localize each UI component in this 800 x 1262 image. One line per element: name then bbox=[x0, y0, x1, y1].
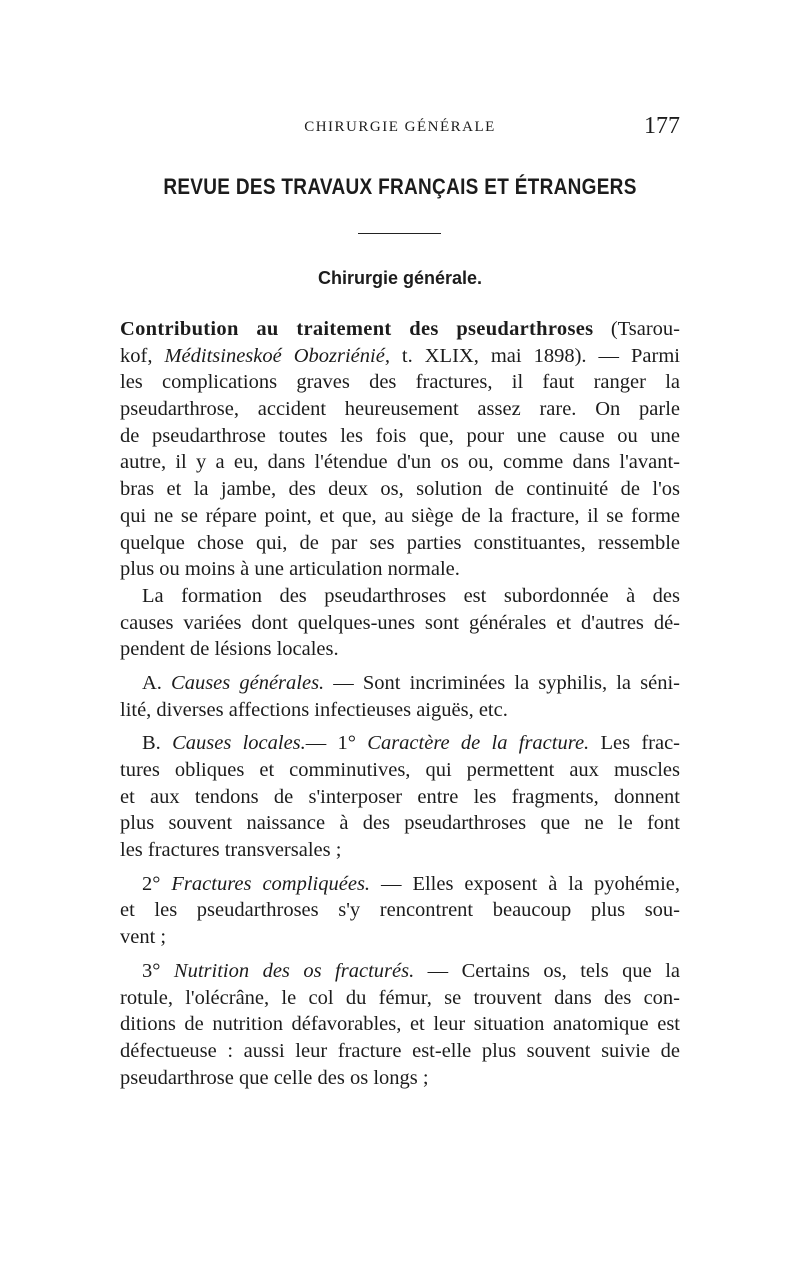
running-head bbox=[120, 113, 680, 143]
journal-name: Méditsineskoé Obozriénié, bbox=[164, 344, 390, 367]
text-line: quelque chose qui, de par ses parties constituantes, ressemble bbox=[120, 531, 680, 554]
text-span: 3° bbox=[142, 959, 174, 982]
text-span: — Elles exposent à la pyohémie, bbox=[370, 872, 680, 895]
text-line: défectueuse : aussi leur fracture est-elle plus souvent suivie de bbox=[120, 1039, 680, 1062]
text-line: pseudarthrose, accident heureusement assez rare. On parle bbox=[120, 398, 680, 421]
text-line: tures obliques et comminutives, qui permettent aux muscles bbox=[120, 759, 680, 781]
text-span: t. XLIX, mai 1898). — Parmi bbox=[389, 344, 680, 367]
italic-heading: Nutrition des os fracturés. bbox=[173, 959, 415, 982]
text-line: pseudarthrose que celle des os longs ; bbox=[120, 1066, 429, 1089]
text-line: plus ou moins à une articulation normale. bbox=[120, 558, 460, 581]
running-head-title: CHIRURGIE GÉNÉRALE bbox=[304, 119, 496, 135]
subsection-title: Chirurgie générale. bbox=[317, 268, 483, 288]
italic-heading: Caractère de la fracture. bbox=[367, 732, 590, 755]
text-line: et aux tendons de s'interposer entre les fragments, donnent bbox=[120, 785, 680, 808]
section-title: REVUE DES TRAVAUX FRANÇAIS ET ÉTRANGERS bbox=[163, 175, 637, 200]
text-line: les complications graves des fractures, il faut ranger la bbox=[120, 371, 680, 394]
text-line: autre, il y a eu, dans l'étendue d'un os ou, comme dans l'avant- bbox=[120, 451, 680, 474]
article-title: Contribution au traitement des pseudarthroses bbox=[120, 318, 594, 340]
text-line bbox=[120, 316, 680, 343]
text-line bbox=[120, 871, 680, 898]
text-line: causes variées dont quelques-unes sont générales et d'autres dé- bbox=[120, 611, 680, 634]
title-rule bbox=[358, 233, 441, 234]
text-line: plus souvent naissance à des pseudarthroses que ne le font bbox=[120, 812, 680, 835]
text-line: les fractures transversales ; bbox=[120, 839, 342, 862]
text-line: ditions de nutrition défavorables, et leur situation anatomique est bbox=[120, 1013, 680, 1036]
text-span: 2° bbox=[142, 872, 172, 895]
article-body bbox=[120, 316, 680, 1091]
text-span: Les frac- bbox=[589, 732, 680, 755]
text-span: — Certains os, tels que la bbox=[414, 959, 681, 982]
text-line: rotule, l'olécrâne, le col du fémur, se trouvent dans des con- bbox=[120, 986, 680, 1009]
text-line: de pseudarthrose toutes les fois que, pour une cause ou une bbox=[120, 424, 680, 447]
page-number: 177 bbox=[644, 113, 680, 139]
text-line bbox=[120, 958, 680, 985]
text-span: (Tsarou- bbox=[593, 318, 680, 340]
text-line: bras et la jambe, des deux os, solution de continuité de l'os bbox=[120, 478, 680, 501]
text-line: qui ne se répare point, et que, au siège de la fracture, il se forme bbox=[120, 504, 680, 527]
text-line: et les pseudarthroses s'y rencontrent beaucoup plus sou- bbox=[120, 899, 680, 922]
text-span: B. bbox=[142, 732, 173, 755]
text-line bbox=[120, 730, 680, 757]
italic-heading: Fractures compliquées. bbox=[171, 872, 371, 895]
text-span: A. bbox=[142, 671, 172, 694]
text-line: La formation des pseudarthroses est subordonnée à des bbox=[142, 584, 680, 607]
text-span: — Sont incriminées la syphilis, la séni- bbox=[324, 671, 680, 694]
text-line: vent ; bbox=[120, 926, 167, 949]
text-line: pendent de lésions locales. bbox=[120, 638, 339, 661]
italic-heading: Causes locales. bbox=[172, 732, 306, 755]
text-line bbox=[120, 670, 680, 697]
text-span: — 1° bbox=[305, 732, 368, 755]
text-line: kof, Méditsineskoé Obozriénié, t. XLIX, mai 1898). — Parmi bbox=[120, 344, 680, 367]
text-line: lité, diverses affections infectieuses aiguës, etc. bbox=[120, 698, 508, 721]
italic-heading: Causes générales. bbox=[171, 671, 325, 694]
